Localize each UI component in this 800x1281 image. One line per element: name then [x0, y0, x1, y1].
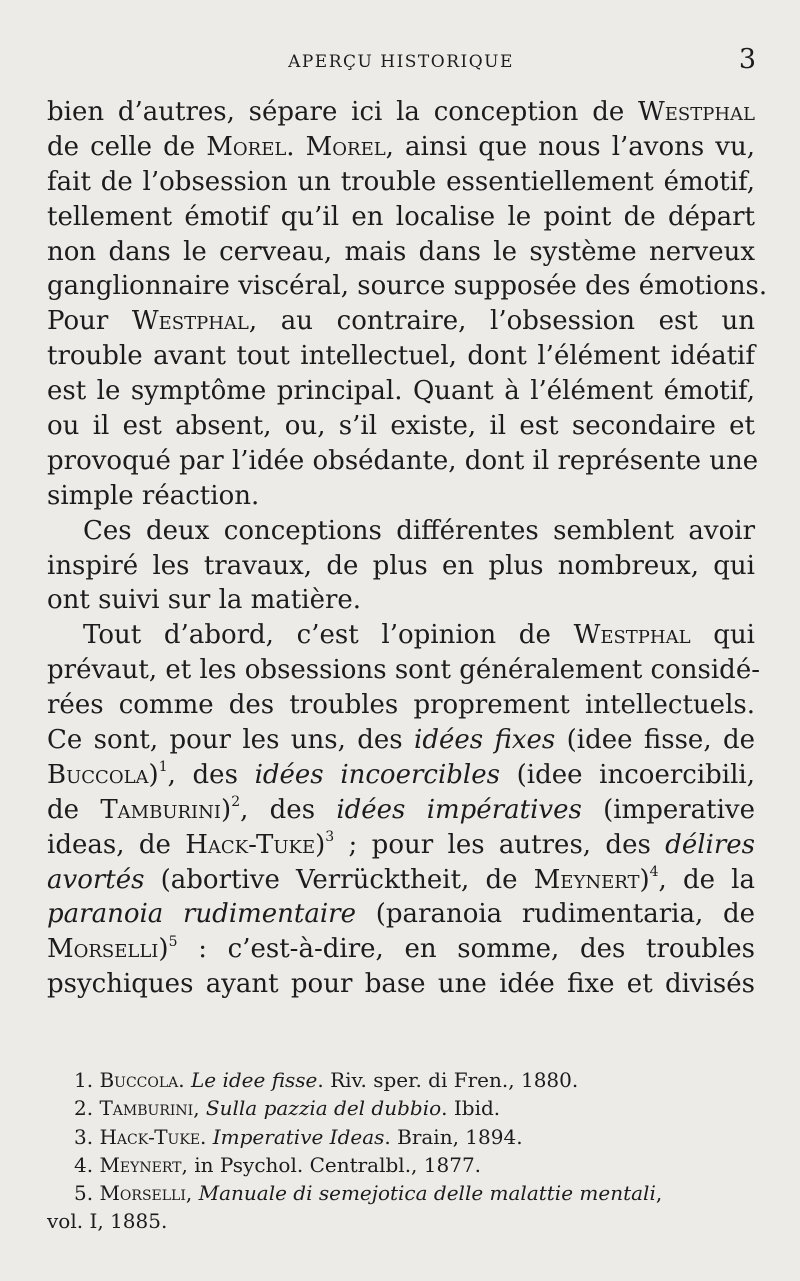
footnote-ref: 1 [158, 759, 168, 776]
author-name: Buccola [47, 759, 149, 790]
text-line: simple réaction. [47, 480, 260, 511]
text-line: ganglionnaire viscéral, source supposée des émotions. [47, 271, 768, 302]
footnote-ref: 5 [168, 933, 178, 950]
text-line: ont suivi sur la matière. [47, 585, 362, 616]
text-line: provoqué par l’idée obsédante, dont il représente une [47, 445, 759, 476]
italic-term: délires [665, 829, 755, 860]
work-title: Le idee fisse [190, 1068, 318, 1092]
footnote-ref: 3 [325, 829, 335, 846]
author-name: Hack-Tuke [99, 1124, 201, 1149]
author-name: Westphal [638, 97, 755, 127]
author-name: Westphal [131, 306, 249, 337]
work-title: Manuale di semejotica delle malattie mentali [198, 1181, 656, 1206]
text-line: non dans le cerveau, mais dans le système nerveux [47, 236, 755, 267]
running-title: APERÇU HISTORIQUE [288, 52, 514, 72]
footnote-3: 3. Hack-Tuke. Imperative Ideas. Brain, 1894. [74, 1124, 523, 1149]
text-line: tellement émotif qu’il en localise le point de départ [47, 201, 755, 232]
text-line: avortés (abortive Verrücktheit, de Meynert)$^4$, de la [47, 863, 755, 895]
footnote-2: 2. Tamburini, Sulla pazzia del dubbio. Ibid. [74, 1096, 501, 1121]
footnote-ref: 2 [231, 794, 241, 811]
text-line: paranoia rudimentaire (paranoia rudimentaria, de [47, 899, 755, 930]
text-line: rées comme des troubles proprement intellectuels. [47, 690, 755, 721]
italic-term: paranoia rudimentaire [47, 899, 357, 930]
footnote-5: 5. Morselli, Manuale di semejotica delle malattie mentali, [74, 1181, 663, 1206]
page-number: 3 [738, 44, 756, 75]
author-name: Buccola [99, 1068, 179, 1092]
running-head [46, 44, 756, 80]
footnote-ref: 4 [649, 863, 659, 880]
author-name: Meynert [99, 1152, 182, 1177]
text-line: ideas, de Hack-Tuke)$^3$ ; pour les autres, des délires [47, 829, 755, 860]
text-line: fait de l’obsession un trouble essentiellement émotif, [47, 166, 755, 197]
text-line: Buccola)$^1$, des idées incoercibles (idee incoercibili, [47, 759, 756, 790]
footnote-5-continued: vol. I, 1885. [47, 1209, 168, 1234]
text-line: bien d’autres, sépare ici la conception de Westphal [47, 97, 755, 127]
author-name: Morselli [47, 934, 159, 965]
text-line: Tout d’abord, c’est l’opinion de Westphal qui [83, 620, 756, 651]
work-title: Imperative Ideas [212, 1124, 385, 1149]
footnote-4: 4. Meynert, in Psychol. Centralbl., 1877. [74, 1152, 482, 1177]
footnotes [47, 1066, 757, 1236]
text-line: Ce sont, pour les uns, des idées fixes (idee fisse, de [47, 725, 755, 756]
author-name: Tamburini [99, 1096, 194, 1121]
text-line: de Tamburini)$^2$, des idées impératives (imperative [47, 794, 756, 825]
author-name: Morel [206, 131, 287, 162]
text-line: trouble avant tout intellectuel, dont l’élément idéatif [47, 341, 755, 372]
text-line: Ces deux conceptions différentes semblent avoir [83, 515, 755, 546]
text-line: de celle de Morel. Morel, ainsi que nous l’avons vu, [47, 131, 756, 162]
text-line: Pour Westphal, au contraire, l’obsession est un [47, 306, 755, 337]
work-title: Sulla pazzia del dubbio [205, 1096, 442, 1121]
italic-term: avortés [47, 864, 145, 895]
text-line: Morselli)$^5$ : c’est-à-dire, en somme, des troubles [47, 933, 755, 965]
text-line: inspiré les travaux, de plus en plus nombreux, qui [47, 550, 755, 581]
text-line: est le symptôme principal. Quant à l’élément émotif, [47, 376, 755, 407]
author-name: Tamburini [100, 794, 222, 825]
italic-term: idées incoercibles [254, 759, 500, 790]
author-name: Morel [305, 131, 386, 162]
italic-term: idées impératives [336, 794, 582, 825]
italic-term: idées fixes [414, 725, 556, 756]
text-line: ou il est absent, ou, s’il existe, il est secondaire et [47, 411, 755, 442]
author-name: Westphal [573, 620, 691, 651]
footnote-1: 1. Buccola. Le idee fisse. Riv. sper. di Fren., 1880. [74, 1068, 579, 1092]
author-name: Hack-Tuke [185, 829, 316, 860]
text-line: psychiques ayant pour base une idée fixe et divisés [47, 969, 755, 1000]
author-name: Morselli [99, 1181, 186, 1206]
body-text [47, 95, 768, 1002]
author-name: Meynert [533, 864, 640, 895]
text-line: prévaut, et les obsessions sont généralement considé- [47, 655, 760, 686]
